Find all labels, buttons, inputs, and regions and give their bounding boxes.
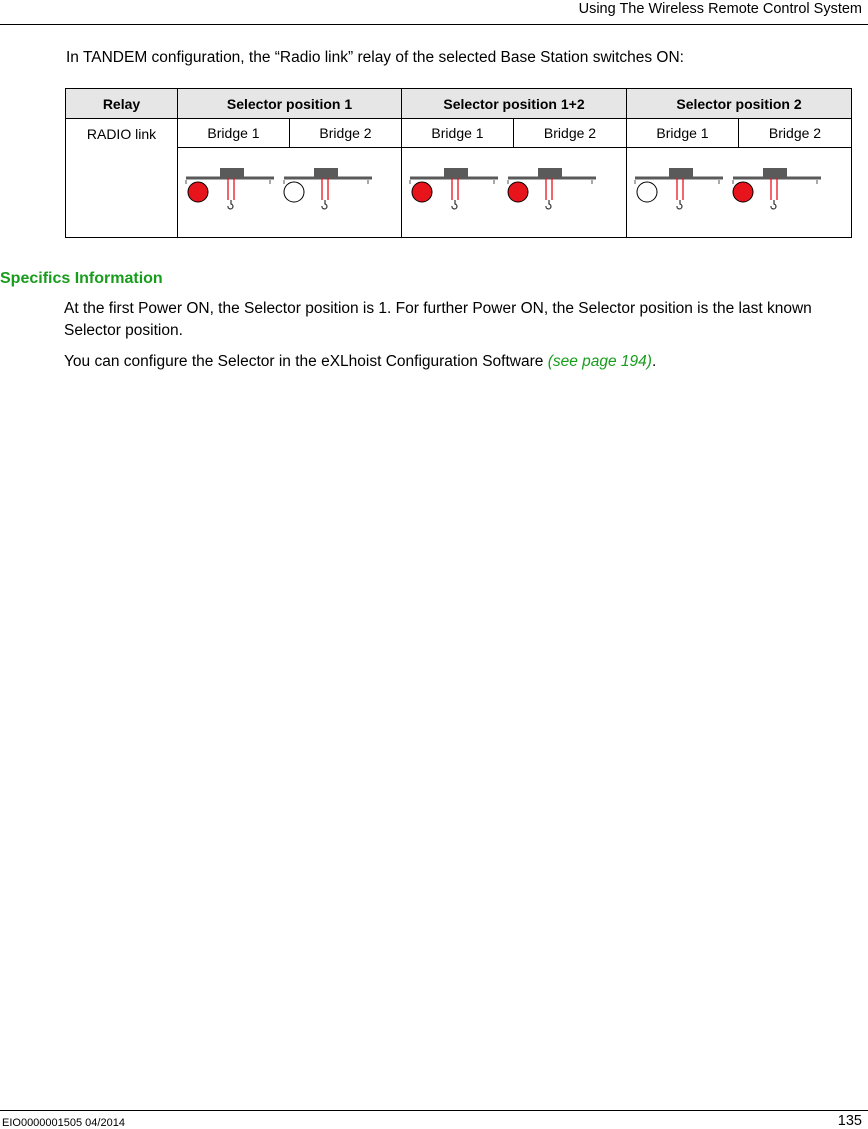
footer-rule: [0, 1110, 868, 1111]
relay-off-indicator: [284, 182, 304, 202]
bridge-label: Bridge 2: [739, 119, 852, 148]
paragraph-configure-text: You can configure the Selector in the eXLhoist Configuration Software: [64, 353, 548, 370]
row-label-radio-link: RADIO link: [66, 119, 178, 238]
paragraph-power-on: At the first Power ON, the Selector position is 1. For further Power ON, the Selector position is the last known Selector position.: [64, 300, 812, 339]
bridge-label: Bridge 1: [178, 119, 290, 148]
relay-table: [65, 88, 852, 238]
bridge-pair-illustration: [178, 148, 402, 220]
header-selector-1: Selector position 1: [178, 89, 402, 119]
bridge-label: Bridge 1: [402, 119, 514, 148]
header-rule: [0, 24, 868, 25]
relay-on-indicator: [508, 182, 528, 202]
table-header-row: [66, 89, 852, 119]
selector-2-illustration: [627, 148, 852, 238]
bridge-label: Bridge 1: [627, 119, 739, 148]
bridge-label: Bridge 2: [290, 119, 402, 148]
see-page-link[interactable]: (see page 194): [547, 353, 652, 370]
bridge-label: Bridge 2: [514, 119, 627, 148]
section-heading-specifics: Specifics Information: [0, 270, 163, 287]
relay-on-indicator: [188, 182, 208, 202]
selector-1-2-illustration: [402, 148, 627, 238]
header-relay: Relay: [66, 89, 178, 119]
paragraph-configure: [64, 351, 864, 373]
relay-on-indicator: [412, 182, 432, 202]
bridge-pair-illustration: [627, 148, 852, 220]
bridge-pair-illustration: [402, 148, 627, 220]
relay-on-indicator: [733, 182, 753, 202]
paragraph-configure-suffix: .: [651, 353, 657, 370]
header-selector-1-2: Selector position 1+2: [402, 89, 627, 119]
selector-1-illustration: [178, 148, 402, 238]
intro-text: In TANDEM configuration, the “Radio link” relay of the selected Base Station switches ON:: [66, 49, 684, 66]
page-number: 135: [837, 1113, 862, 1129]
relay-off-indicator: [637, 182, 657, 202]
table-row: [66, 119, 852, 148]
footer-doc-ref: EIO0000001505 04/2014: [2, 1117, 125, 1129]
table-row: [66, 148, 852, 238]
header-selector-2: Selector position 2: [627, 89, 852, 119]
running-header-title: Using The Wireless Remote Control System: [578, 1, 862, 17]
